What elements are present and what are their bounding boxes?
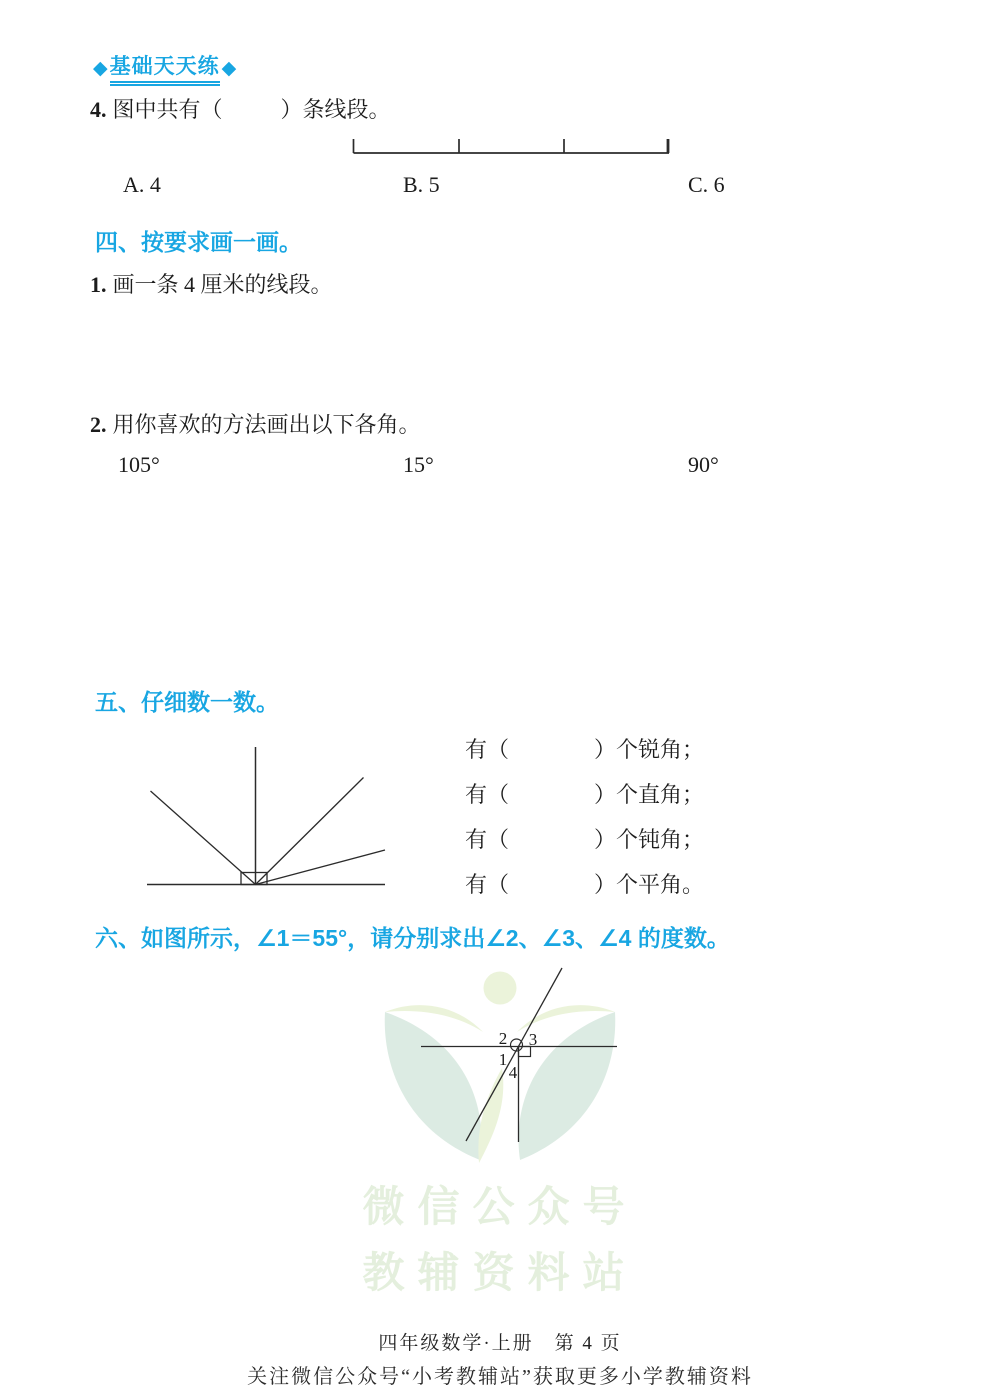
count-line-right: [465, 778, 704, 809]
count-straight-pre: 有（: [465, 872, 510, 897]
count-acute-pre: 有（: [465, 737, 510, 762]
ray-up-left: [151, 791, 256, 885]
section4-item1: [90, 268, 333, 299]
angle-label-2: 2: [498, 1029, 508, 1048]
angle-label-4: 4: [508, 1063, 518, 1082]
count-obtuse-pre: 有（: [465, 827, 510, 852]
section5-header: 五、仔细数一数。: [95, 689, 279, 715]
bottom-note: 关注微信公众号“小考教辅站”获取更多小学教辅资料: [247, 1366, 753, 1388]
item1-text: 画一条 4 厘米的线段。: [112, 272, 333, 297]
angle-value-90: 90°: [688, 452, 719, 477]
page-footer: 四年级数学·上册 第 4 页: [378, 1333, 622, 1354]
section4-header: 四、按要求画一画。: [95, 229, 302, 255]
angle-label-1: 1: [498, 1050, 508, 1069]
section4-item2: [90, 408, 421, 439]
count-right-pre: 有（: [465, 782, 510, 807]
question-4-number: 4.: [90, 97, 107, 122]
count-line-straight: [465, 868, 704, 899]
watermark-line2: 教辅资料站: [362, 1249, 638, 1296]
option-c: C. 6: [688, 172, 725, 197]
question-4-text-pre: 图中共有（: [112, 97, 223, 122]
count-straight-post: ）个平角。: [594, 872, 705, 897]
count-acute-post: ）个锐角；: [594, 737, 705, 762]
ray-up-right-shallow: [256, 850, 386, 885]
item2-number: 2.: [90, 412, 107, 437]
transversal-line: [466, 968, 562, 1141]
badge-title: 基础天天练: [110, 50, 220, 86]
count-right-post: ）个直角；: [594, 782, 705, 807]
option-b: B. 5: [403, 172, 440, 197]
diamond-icon: ◆: [221, 57, 237, 79]
option-a: A. 4: [123, 172, 161, 197]
diamond-icon: ◆: [93, 57, 108, 79]
count-obtuse-post: ）个钝角；: [594, 827, 705, 852]
ray-up-right-steep: [256, 778, 364, 885]
angle-value-15: 15°: [403, 452, 434, 477]
count-line-obtuse: [465, 823, 704, 854]
rays-diagram: [140, 740, 390, 890]
item2-text: 用你喜欢的方法画出以下各角。: [112, 412, 421, 437]
segment-diagram: [345, 133, 675, 159]
section6-header: 六、如图所示，∠1＝55°，请分别求出∠2、∠3、∠4 的度数。: [95, 925, 730, 951]
question-4-text-post: ）条线段。: [280, 97, 391, 122]
watermark-line1: 微信公众号: [362, 1183, 638, 1230]
item1-number: 1.: [90, 272, 107, 297]
angle-value-105: 105°: [118, 452, 160, 477]
question-4: [90, 93, 391, 124]
angles-diagram: [415, 958, 625, 1148]
count-line-acute: [465, 733, 704, 764]
angle-label-3: 3: [528, 1030, 538, 1049]
header-badge: [93, 50, 236, 86]
